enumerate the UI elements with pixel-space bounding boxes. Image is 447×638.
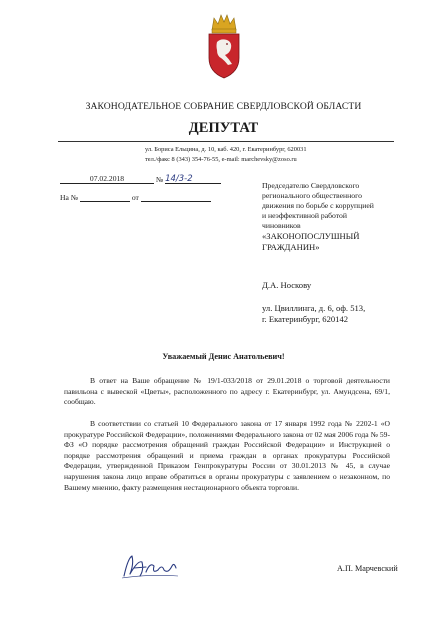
addressee-line: Председателю Свердловского: [262, 181, 360, 190]
addressee-line: регионального общественного: [262, 191, 362, 200]
organization-name: ЗАКОНОДАТЕЛЬНОЕ СОБРАНИЕ СВЕРДЛОВСКОЙ ОБЛАСТИ: [85, 101, 362, 112]
header-divider: [58, 141, 394, 142]
reference-number-label: На №: [60, 193, 78, 202]
reference-number-field: [80, 192, 130, 202]
registration-number-label: №: [155, 175, 164, 184]
addressee-name: Д.А. Носкову: [262, 280, 312, 290]
signature-icon: [120, 552, 180, 582]
body-paragraph: В соответствии со статьей 10 Федерального закона от 17 января 1992 года № 2202-1 «О прокуратуре Российской Федерации», положениями Федерального закона от 02 мая 2006 года № 59-ФЗ «О порядке рассмотрения обращений граждан Российской Федерации» и Инструкцией о порядке рассмотрения обращений и приема граждан в органах прокуратуры Российской Федерации, утвержденной Приказом Генпрокуратуры России от 30.01.2013 № 45, в случае нарушения закона лицо вправе обратиться в органы прокуратуры с заявлением о незаконном, по Вашему мнению, факту размещения нестационарного объекта торговли.: [64, 419, 390, 492]
addressee-line: чиновников: [262, 221, 301, 230]
registration-date-line: [60, 174, 221, 184]
registration-date: 07.02.2018: [60, 174, 154, 184]
signer-name: А.П. Марчевский: [337, 564, 398, 573]
address-line: ул. Бориса Ельцина, д. 10, каб. 420, г. Екатеринбург, 620031: [145, 146, 307, 153]
addressee-line: и неэффективной работой: [262, 211, 348, 220]
contact-line: тел./факс 8 (343) 354-76-55, e-mail: marchevsky@zoso.ru: [145, 156, 297, 163]
addressee-block: [262, 181, 374, 253]
addressee-address: [262, 303, 365, 325]
salutation: Уважаемый Денис Анатольевич!: [162, 352, 285, 361]
contact-block: [145, 145, 307, 165]
addressee-street: ул. Цвиллинга, д. 6, оф. 513,: [262, 303, 366, 313]
coat-of-arms-icon: [205, 12, 243, 80]
reference-from-label: от: [131, 193, 139, 202]
addressee-org: ГРАЖДАНИН»: [262, 242, 320, 252]
body-paragraph: В ответ на Ваше обращение № 19/1-033/2018 от 29.01.2018 о торговой деятельности павильона с вывеской «Цветы», расположенного по адресу г. Екатеринбург, ул. Амундсена, 69/1, сообщаю.: [64, 376, 390, 407]
addressee-line: движения по борьбе с коррупцией: [262, 201, 374, 210]
page-title: ДЕПУТАТ: [188, 120, 259, 136]
registration-number: 14/3-2: [165, 174, 221, 184]
reference-line: [60, 192, 211, 202]
addressee-org: «ЗАКОНОПОСЛУШНЫЙ: [262, 231, 360, 241]
addressee-city: г. Екатеринбург, 620142: [262, 314, 349, 324]
reference-date-field: [141, 192, 211, 202]
